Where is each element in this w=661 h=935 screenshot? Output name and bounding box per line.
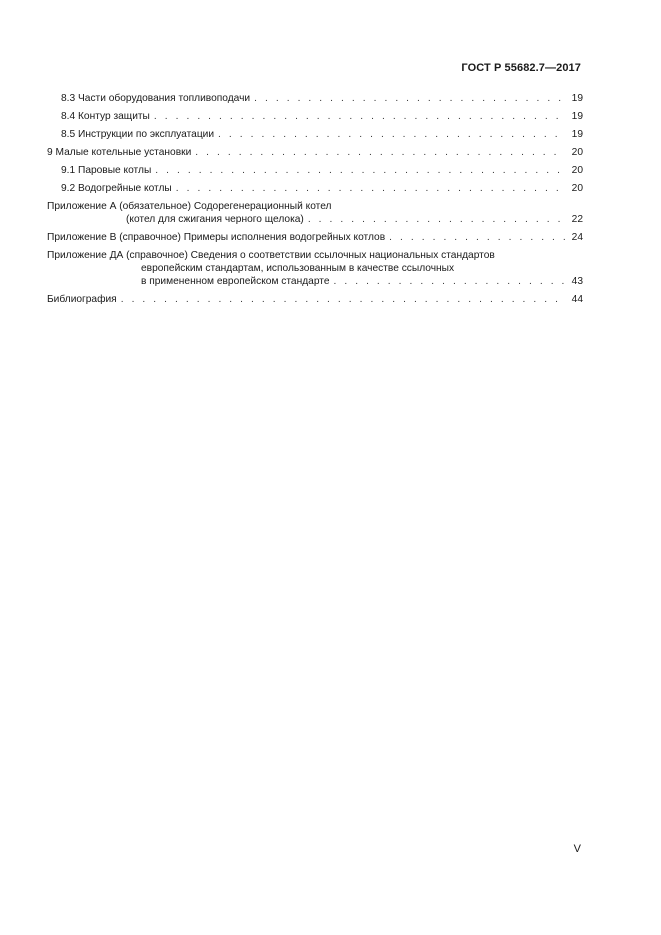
toc-entry-bibliography[interactable] <box>47 293 583 306</box>
leader-dots <box>308 213 565 226</box>
toc-page-number: 20 <box>571 183 583 194</box>
leader-dots <box>195 146 565 159</box>
leader-dots <box>389 231 565 244</box>
toc-entry-title: 9.1 Паровые котлы <box>61 165 152 176</box>
toc-entry-9[interactable] <box>47 146 583 159</box>
toc-entry-appendix-a[interactable] <box>47 200 583 226</box>
toc-entry-8-4[interactable] <box>47 110 583 123</box>
page-number: V <box>573 843 581 855</box>
toc-entry-title-cont: в примененном европейском стандарте <box>141 276 330 287</box>
toc-entry-8-5[interactable] <box>47 128 583 141</box>
toc-entry-8-3[interactable] <box>47 92 583 105</box>
toc-entry-title: 9 Малые котельные установки <box>47 147 192 158</box>
toc-entry-9-1[interactable] <box>47 164 583 177</box>
leader-dots <box>154 110 565 123</box>
toc-page-number: 19 <box>571 129 583 140</box>
toc-entry-title: Библиография <box>47 294 117 305</box>
toc-entry-title: Приложение А (обязательное) Содорегенерационный котел <box>47 201 332 212</box>
toc-entry-appendix-da[interactable] <box>47 249 583 288</box>
leader-dots <box>121 293 565 306</box>
toc-entry-title: 8.5 Инструкции по эксплуатации <box>61 129 215 140</box>
toc-page-number: 24 <box>571 232 583 243</box>
toc-page-number: 19 <box>571 111 583 122</box>
leader-dots <box>254 92 565 105</box>
toc-entry-title: 8.4 Контур защиты <box>61 111 150 122</box>
table-of-contents <box>47 92 583 311</box>
toc-entry-title: Приложение ДА (справочное) Сведения о соответствии ссылочных национальных стандартов <box>47 250 495 261</box>
leader-dots <box>218 128 565 141</box>
document-code: ГОСТ Р 55682.7—2017 <box>461 62 581 74</box>
toc-page-number: 20 <box>571 165 583 176</box>
toc-page-number: 43 <box>571 276 583 287</box>
toc-entry-9-2[interactable] <box>47 182 583 195</box>
toc-entry-title: 8.3 Части оборудования топливоподачи <box>61 93 251 104</box>
leader-dots <box>176 182 565 195</box>
toc-entry-appendix-b[interactable] <box>47 231 583 244</box>
toc-page-number: 44 <box>571 294 583 305</box>
toc-page-number: 20 <box>571 147 583 158</box>
toc-entry-title: Приложение В (справочное) Примеры исполнения водогрейных котлов <box>47 232 386 243</box>
toc-page-number: 19 <box>571 93 583 104</box>
toc-entry-title-cont: (котел для сжигания черного щелока) <box>126 214 304 225</box>
toc-entry-title-cont: европейским стандартам, использованным в качестве ссылочных <box>141 263 455 274</box>
leader-dots <box>333 275 565 288</box>
toc-entry-title: 9.2 Водогрейные котлы <box>61 183 172 194</box>
leader-dots <box>155 164 565 177</box>
toc-page-number: 22 <box>571 214 583 225</box>
